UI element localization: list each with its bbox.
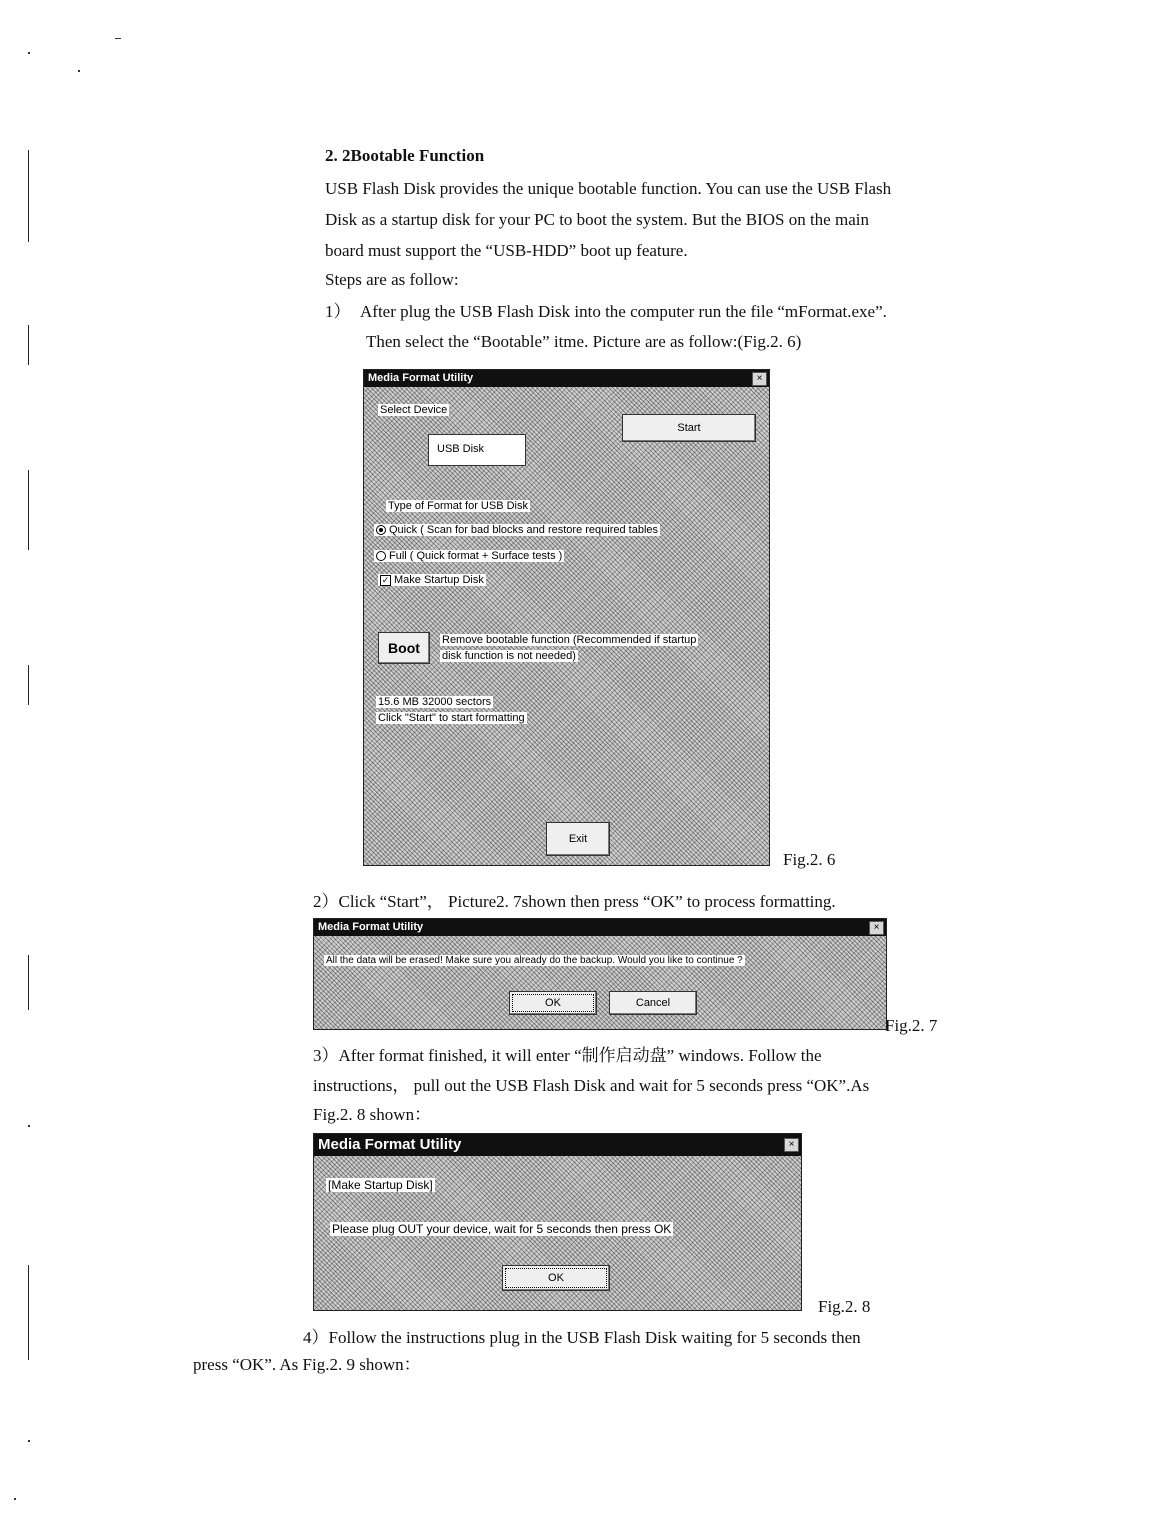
section-heading: 2. 2Bootable Function — [325, 146, 485, 165]
fig6-start-button[interactable] — [622, 414, 756, 442]
fig6-caption: Fig.2. 6 — [783, 850, 836, 869]
fig8-message: Please plug OUT your device, wait for 5 seconds then press OK — [332, 1222, 672, 1236]
fig7-cancel-label: Cancel — [635, 997, 671, 1009]
steps-intro: Steps are as follow: — [325, 270, 459, 289]
fig6-quick-option[interactable] — [374, 524, 660, 536]
fig6-device-field[interactable] — [428, 434, 526, 466]
fig6-size-info: 15.6 MB 32000 sectors — [378, 696, 492, 708]
fig7-dialog — [313, 918, 887, 1030]
fig7-caption: Fig.2. 7 — [885, 1016, 938, 1035]
scan-mark — [28, 955, 29, 1010]
fig6-format-type-label: Type of Format for USB Disk — [388, 500, 528, 512]
step1-line-2: Then select the “Bootable” itme. Picture are as follow:(Fig.2. 6) — [366, 332, 802, 351]
scan-dot — [78, 70, 80, 72]
fig8-close-icon[interactable]: × — [784, 1138, 799, 1152]
scan-dot — [28, 1440, 30, 1442]
step1-line-1: After plug the USB Flash Disk into the computer run the file “mFormat.exe”. — [360, 302, 887, 321]
fig7-titlebar — [314, 919, 886, 936]
fig6-title: Media Format Utility — [368, 372, 474, 384]
scan-mark — [28, 470, 29, 550]
fig7-message: All the data will be erased! Make sure you already do the backup. Would you like to continue ? — [326, 955, 743, 966]
scan-dot — [14, 1498, 16, 1500]
fig8-dialog — [313, 1133, 802, 1311]
scan-mark — [28, 1265, 29, 1360]
fig6-make-startup-label: Make Startup Disk — [394, 574, 484, 586]
scan-dot — [28, 1125, 30, 1127]
fig6-remove-line-1: Remove bootable function (Recommended if startup — [442, 634, 697, 646]
fig6-boot-button[interactable] — [378, 632, 430, 664]
intro-line-3: board must support the “USB-HDD” boot up feature. — [325, 241, 688, 260]
fig6-select-device-label: Select Device — [380, 404, 448, 416]
fig7-title: Media Format Utility — [318, 921, 424, 933]
fig6-boot-label: Boot — [388, 640, 420, 656]
fig6-remove-line-2: disk function is not needed) — [442, 650, 576, 662]
fig8-title: Media Format Utility — [318, 1136, 462, 1153]
scan-dot — [28, 52, 30, 54]
step1-number: 1） — [325, 302, 351, 321]
fig6-exit-label: Exit — [568, 833, 588, 845]
fig6-start-label: Start — [677, 422, 701, 434]
fig6-device-value: USB Disk — [437, 443, 485, 455]
fig6-click-start-hint: Click "Start" to start formatting — [378, 712, 525, 724]
scan-dot — [115, 38, 121, 39]
step3-line-1: 3）After format finished, it will enter “制作启动盘” windows. Follow the — [313, 1046, 822, 1065]
fig6-quick-radio[interactable] — [376, 525, 386, 535]
scan-mark — [28, 665, 29, 705]
fig7-cancel-button[interactable] — [609, 991, 697, 1015]
step3-line-3: Fig.2. 8 shown： — [313, 1105, 432, 1124]
fig6-close-icon[interactable]: × — [752, 372, 767, 386]
step3-line-2: instructions， pull out the USB Flash Disk and wait for 5 seconds press “OK”.As — [313, 1076, 870, 1095]
fig6-exit-button[interactable] — [546, 822, 610, 856]
intro-line-2: Disk as a startup disk for your PC to boot the system. But the BIOS on the main — [325, 210, 869, 229]
step2-text: 2）Click “Start”， Picture2. 7shown then press “OK” to process formatting. — [313, 892, 836, 911]
fig8-ok-button[interactable] — [502, 1265, 610, 1291]
fig6-full-radio[interactable] — [376, 551, 386, 561]
fig6-titlebar — [364, 370, 769, 387]
fig6-dialog — [363, 369, 770, 866]
scan-mark — [28, 150, 29, 242]
fig8-ok-label: OK — [548, 1272, 564, 1284]
fig8-group-label: [Make Startup Disk] — [328, 1178, 433, 1192]
step4-line-1: 4）Follow the instructions plug in the USB Flash Disk waiting for 5 seconds then — [303, 1328, 861, 1347]
intro-line-1: USB Flash Disk provides the unique bootable function. You can use the USB Flash — [325, 179, 892, 198]
fig6-make-startup-checkbox[interactable]: ✓ — [381, 574, 390, 585]
fig7-ok-label: OK — [545, 997, 561, 1009]
fig8-caption: Fig.2. 8 — [818, 1297, 871, 1316]
fig6-make-startup-option[interactable] — [378, 574, 486, 586]
fig7-close-icon[interactable]: × — [869, 921, 884, 935]
fig8-titlebar — [314, 1134, 801, 1156]
fig6-quick-label: Quick ( Scan for bad blocks and restore required tables — [389, 524, 659, 536]
fig6-full-label: Full ( Quick format + Surface tests ) — [389, 550, 563, 562]
scan-mark — [28, 325, 29, 365]
step4-line-2: press “OK”. As Fig.2. 9 shown： — [193, 1355, 421, 1374]
fig6-full-option[interactable] — [374, 550, 564, 562]
fig7-ok-button[interactable] — [509, 991, 597, 1015]
